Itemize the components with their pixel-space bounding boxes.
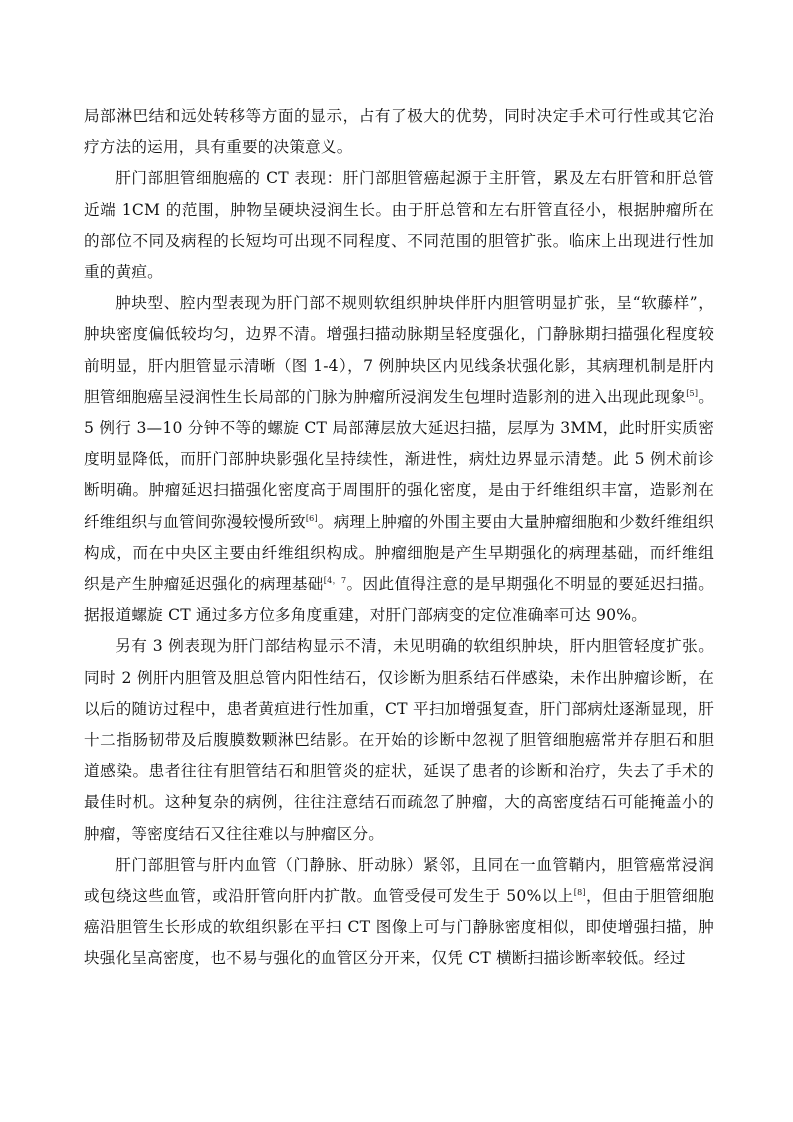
citation-ref: [8] [573,887,586,897]
paragraph-text: 。因此值得注意的是早期强化不明显的要延迟扫描。据报道螺旋 CT 通过多方位多角度重建，对肝门部病变的定位准确率可达 90%。 [84,575,714,625]
paragraph-text: 局部淋巴结和远处转移等方面的显示，占有了极大的优势，同时决定手术可行性或其它治疗方法的运用，具有重要的决策意义。 [84,107,714,157]
paragraph-text: 肝门部胆管与肝内血管（门静脉、肝动脉）紧邻，且同在一血管鞘内，胆管癌常浸润或包绕这些血管，或沿肝管向肝内扩散。血管受侵可发生于 50%以上 [84,855,714,906]
paragraph-text: 另有 3 例表现为肝门部结构显示不清，未见明确的软组织肿块，肝内胆管轻度扩张。同时 2 例肝内胆管及胆总管内阳性结石，仅诊断为胆系结石伴感染，未作出肿瘤诊断，在以后的随访过程中，患者黄疸进行性加重，CT 平扫加增强复查，肝门部病灶逐渐显现，肝十二指肠韧带及后腹膜数颗淋巴结影。在开始的诊断中忽视了胆管细胞癌常并存胆石和胆道感染。患者往往有胆管结石和胆管炎的症状，延误了患者的诊断和治疗，失去了手术的最佳时机。这种复杂的病例，往往注意结石而疏忽了肿瘤，大的高密度结石可能掩盖小的肿瘤，等密度结石又往往难以与肿瘤区分。 [84,637,714,843]
paragraph-mass-type [84,288,714,631]
paragraph-text: 。病理上肿瘤的外围主要由大量肿瘤细胞和少数纤维组织构成，而在中央区主要由纤维组织构成。肿瘤细胞是产生早期强化的病理基础，而纤维组织是产生肿瘤延迟强化的病理基础 [84,512,714,594]
document-page [84,101,714,975]
paragraph-other-cases [84,631,714,849]
paragraph-vascular [84,850,714,975]
citation-ref: [5] [686,388,699,398]
paragraph-text: 肝门部胆管细胞癌的 CT 表现：肝门部胆管癌起源于主肝管，累及左右肝管和肝总管近端 1CM 的范围，肿物呈硬块浸润生长。由于肝总管和左右肝管直径小，根据肿瘤所在的部位不同及病程的长短均可出现不同程度、不同范围的胆管扩张。临床上出现进行性加重的黄疸。 [84,169,714,282]
paragraph-text: 肿块型、腔内型表现为肝门部不规则软组织肿块伴肝内胆管明显扩张，呈“软藤样”，肿块密度偏低较均匀，边界不清。增强扫描动脉期呈轻度强化，门静脉期扫描强化程度较前明显，肝内胆管显示清晰（图 1-4），7 例肿块区内见线条状强化影，其病理机制是肝内胆管细胞癌呈浸润性生长局部的门脉为肿瘤所浸润发生包埋时造影剂的进入出现此现象 [84,294,714,406]
paragraph-continuation [84,101,714,163]
paragraph-text: 。5 例行 3—10 分钟不等的螺旋 CT 局部薄层放大延迟扫描，层厚为 3MM，此时肝实质密度明显降低，而肝门部肿块影强化呈持续性，渐进性，病灶边界显示清楚。此 5 例术前诊断明确。肿瘤延迟扫描强化密度高于周围肝的强化密度，是由于纤维组织丰富，造影剂在纤维组织与血管间弥漫较慢所致 [84,387,714,531]
citation-ref: [4，7 [323,575,347,585]
paragraph-ct-findings [84,163,714,288]
citation-ref: [6] [305,513,318,523]
paragraph-text: ，但由于胆管细胞癌沿胆管生长形成的软组织影在平扫 CT 图像上可与门静脉密度相似，即使增强扫描，肿块强化呈高密度，也不易与强化的血管区分开来，仅凭 CT 横断扫描诊断率较低。经过 [84,887,714,968]
